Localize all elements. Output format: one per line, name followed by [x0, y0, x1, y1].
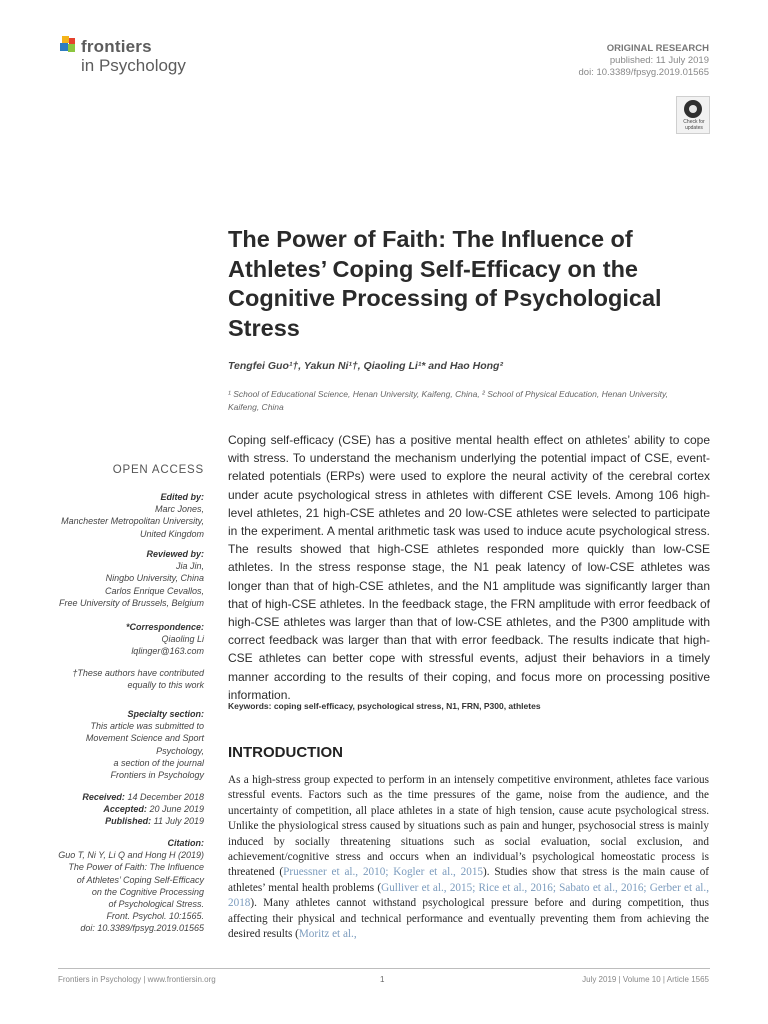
- page-number: 1: [380, 975, 385, 984]
- editor-name: Marc Jones,: [154, 504, 204, 515]
- intro-text: As a high-stress group expected to perform in an intensely competitive environment, athletes face various stressful events. Factors such as the time pressures of the game, noise from the audience, and the uncertainty of competition, all place athletes in a state of high tension, cause acute psychological stress. Unlike the physiological stress caused by situations such as pain and hunger, psychosocial stress is mainly induced by socially threatening situations such as social evaluation, social exclusion, and achievement/cognitive stress and occurs when an individual’s psychological homeostatic process is threatened (: [228, 774, 709, 879]
- logo-wordmark: frontiers: [81, 37, 152, 56]
- reviewer-affiliation: Ningbo University, China: [105, 573, 204, 584]
- article-title: The Power of Faith: The Influence of Athletes’ Coping Self-Efficacy on the Cognitive Processing of Psychological Stress: [228, 226, 662, 341]
- journal-logo[interactable]: [58, 34, 208, 80]
- citation-line: of Psychological Stress.: [108, 899, 204, 910]
- specialty-line: Frontiers in Psychology: [110, 770, 204, 781]
- update-check-icon: [684, 100, 702, 118]
- footer-divider: [58, 968, 710, 969]
- citation-link[interactable]: Pruessner et al., 2010; Kogler et al., 2015: [283, 866, 484, 879]
- specialty-line: a section of the journal: [113, 757, 204, 768]
- citation-line: The Power of Faith: The Influence: [68, 862, 204, 873]
- open-access-label: OPEN ACCESS: [112, 464, 204, 476]
- abstract: Coping self-efficacy (CSE) has a positive mental health effect on athletes’ ability to cope with stress. To understand the mechanism underlying the potential impact of CSE, event-related potentials (ERPs) were used to explore the neural activity of the cerebral cortex under acute psychological stress in athletes with different CSE levels. Among 106 high-level athletes, 21 high-CSE athletes and 20 low-CSE athletes were selected to participate in the experiment. A mental arithmetic task was used to induce acute psychological stress. The results showed that high-CSE athletes responded more quickly than low-CSE athletes. In the stress response stage, the N1 peak latency of low-CSE athletes was longer than that of high-CSE athletes, and the N1 amplitude was significantly larger than that of high-CSE athletes. In the feedback stage, the FRN amplitude with error feedback of high-CSE athletes was larger than that of low-CSE athletes, and the P300 amplitude with correct feedback was larger than that with error feedback. The results indicate that high-CSE athletes can better cope with stressful events, adjust their behaviors in a timely manner according to the results of their coping, and focus more on processing positive information.: [228, 433, 710, 702]
- citation-label: Citation:: [167, 838, 204, 848]
- accepted-date: 20 June 2019: [149, 804, 204, 815]
- article-meta: [579, 43, 709, 79]
- citation-line: Front. Psychol. 10:1565.: [106, 911, 204, 922]
- edited-by-label: Edited by:: [160, 492, 204, 502]
- author-list: Tengfei Guo¹†, Yakun Ni¹†, Qiaoling Li¹* and Hao Hong²: [228, 360, 503, 372]
- citation-doi[interactable]: doi: 10.3389/fpsyg.2019.01565: [80, 923, 204, 934]
- footer-journal[interactable]: Frontiers in Psychology | www.frontiersin.org: [58, 975, 216, 984]
- logo-journal-name: in Psychology: [81, 56, 186, 75]
- correspondence-name: Qiaoling Li: [161, 634, 204, 645]
- published-date-sidebar: 11 July 2019: [153, 816, 204, 827]
- editor-country: United Kingdom: [139, 528, 204, 539]
- received-label: Received:: [82, 792, 125, 802]
- keywords: Keywords: coping self-efficacy, psychological stress, N1, FRN, P300, athletes: [228, 701, 541, 711]
- contribution-note-line: †These authors have contributed: [72, 668, 204, 678]
- editor-affiliation: Manchester Metropolitan University,: [61, 516, 204, 527]
- frontiers-logo-icon: [58, 34, 82, 58]
- citation-link[interactable]: Moritz et al.,: [298, 928, 357, 941]
- check-for-updates-badge[interactable]: [676, 96, 710, 134]
- correspondence-block: [126, 621, 204, 658]
- contribution-note-line: equally to this work: [127, 680, 204, 691]
- correspondence-email[interactable]: lqlinger@163.com: [131, 646, 204, 657]
- citation-line: on the Cognitive Processing: [91, 886, 204, 897]
- footer-issue: July 2019 | Volume 10 | Article 1565: [582, 975, 709, 984]
- specialty-section-label: Specialty section:: [127, 709, 204, 719]
- reviewer-name: Jia Jin,: [175, 561, 204, 572]
- specialty-line: This article was submitted to: [90, 721, 204, 732]
- reviewed-by-block: [59, 548, 204, 609]
- accepted-label: Accepted:: [103, 804, 147, 815]
- reviewed-by-label: Reviewed by:: [146, 549, 204, 559]
- citation-block: [58, 837, 204, 935]
- edited-by-block: [61, 491, 204, 540]
- introduction-paragraph: [228, 773, 709, 942]
- published-date: published: 11 July 2019: [609, 55, 709, 66]
- citation-line: of Athletes’ Coping Self-Efficacy: [76, 874, 204, 885]
- published-label: Published:: [105, 816, 152, 827]
- article-doi[interactable]: doi: 10.3389/fpsyg.2019.01565: [578, 67, 709, 78]
- specialty-section-block: [86, 708, 204, 781]
- contribution-note: [72, 667, 204, 691]
- reviewer-name: Carlos Enrique Cevallos,: [104, 585, 204, 596]
- article-type: ORIGINAL RESEARCH: [606, 43, 709, 54]
- intro-text: ). Many athletes cannot withstand psychological pressure before and during competition, thus affecting their physical and technical performance and eventually preventing them from achieving the desired results (: [228, 897, 709, 941]
- correspondence-label: *Correspondence:: [125, 622, 204, 632]
- affiliations: ¹ School of Educational Science, Henan University, Kaifeng, China, ² School of Physical Education, Henan University, Kaifeng, China: [228, 389, 669, 412]
- citation-link[interactable]: Gulliver et al., 2015; Rice et al., 2016; Sabato et al., 2016; Gerber et al., 2018: [228, 881, 709, 910]
- reviewer-affiliation: Free University of Brussels, Belgium: [58, 597, 204, 608]
- introduction-heading: INTRODUCTION: [228, 744, 343, 761]
- specialty-line: Psychology,: [156, 745, 204, 756]
- dates-block: [82, 791, 204, 828]
- received-date: 14 December 2018: [127, 792, 204, 802]
- specialty-line: Movement Science and Sport: [85, 733, 204, 744]
- citation-line: Guo T, Ni Y, Li Q and Hong H (2019): [58, 850, 204, 861]
- check-for-updates-label: Check for updates: [683, 119, 705, 131]
- intro-text: ). Studies show that stress is the main cause of athletes’ mental health problems (: [228, 866, 710, 894]
